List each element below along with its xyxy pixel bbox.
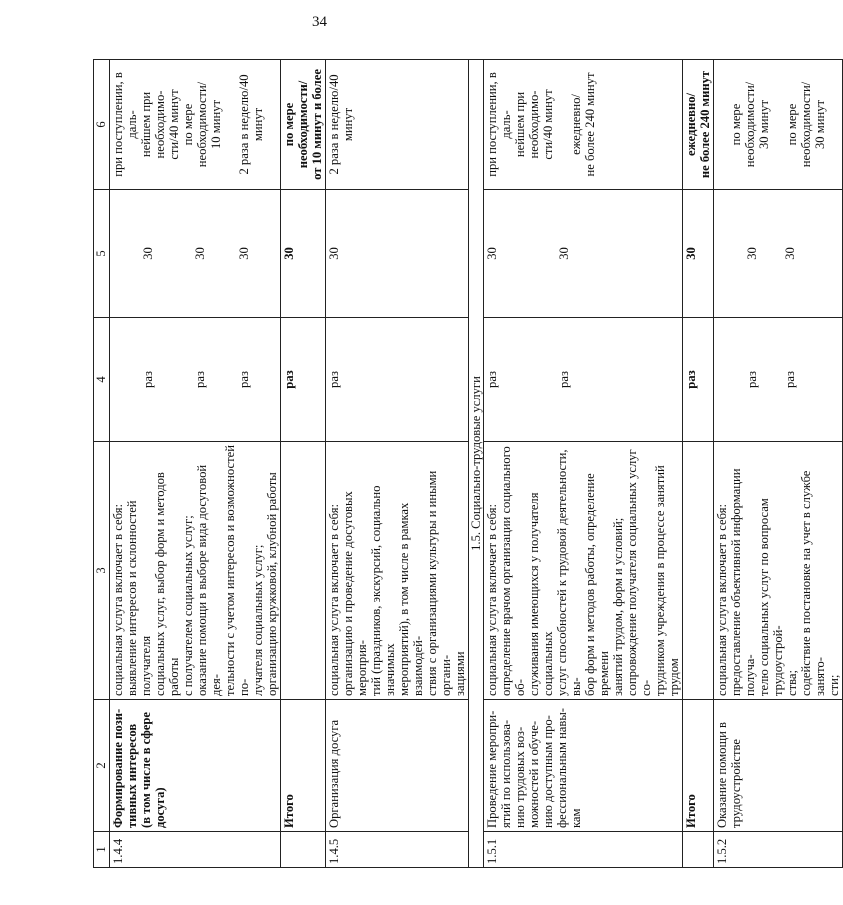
header-row [94, 60, 110, 868]
services-table [93, 59, 843, 868]
row-number: 1.5.2 [714, 832, 843, 868]
table-row [484, 60, 683, 868]
period-cell: при поступлении, в даль- нейшем при необходимо- сти/40 минут по мере необходимости/ 10 минут 2 раза в неделю/40 минут [110, 60, 281, 190]
service-content: социальная услуга включает в себя: предоставление объективной информации получа- телю социальных услуг по вопросам трудоустрой- ства; содействие в постановке на учет в службе занято- сти; [714, 442, 843, 700]
time-cell: 30 30 [714, 190, 843, 318]
total-row [683, 60, 714, 868]
time-cell: 30 30 30 [110, 190, 281, 318]
header-cell: 3 [94, 442, 110, 700]
table-row [714, 60, 843, 868]
unit-cell: раз раз [484, 318, 683, 442]
unit-cell: раз [281, 318, 326, 442]
unit-cell: раз раз раз [110, 318, 281, 442]
service-content: социальная услуга включает в себя: определение врачом организации социального об- служивания имеющихся у получателя социальных услуг способностей к трудовой деятельности, вы- бор форм и методов работы, определение времени занятий трудом, форм и условий; сопровождение получателя социальных услуг со- трудником учреждения в процессе занятий трудом [484, 442, 683, 700]
total-row [281, 60, 326, 868]
section-title: 1.5. Социально-трудовые услуги [469, 60, 484, 868]
service-name: Оказание помощи в трудоустройстве [714, 700, 843, 832]
header-cell: 6 [94, 60, 110, 190]
service-name: Формирование пози- тивных интересов (в том числе в сфере досуга) [110, 700, 281, 832]
header-cell: 4 [94, 318, 110, 442]
service-content: социальная услуга включает в себя: выявление интересов и склонностей получателя социальных услуг, выбор форм и методов работы с получателем социальных услуг; оказание помощи в выборе вида досуговой дея- тельности с учетом интересов и возможностей по- лучателя социальных услуг; организацию кружковой, клубной работы [110, 442, 281, 700]
total-label: Итого [281, 700, 326, 832]
period-cell: при поступлении, в даль- нейшем при необходимо- сти/40 минут ежедневно/ не более 240 минут [484, 60, 683, 190]
time-cell: 30 30 [484, 190, 683, 318]
row-number: 1.4.5 [326, 832, 469, 868]
row-number: 1.4.4 [110, 832, 281, 868]
rotated-table-wrapper [93, 60, 841, 868]
table-row [110, 60, 281, 868]
header-cell: 5 [94, 190, 110, 318]
service-name: Организация досуга [326, 700, 469, 832]
total-label: Итого [683, 700, 714, 832]
header-cell: 1 [94, 832, 110, 868]
period-cell: ежедневно/ не более 240 минут [683, 60, 714, 190]
page-number: 34 [312, 14, 327, 30]
period-cell: по мере необходимости/ от 10 минут и более [281, 60, 326, 190]
unit-cell: раз [326, 318, 469, 442]
time-cell: 30 [326, 190, 469, 318]
row-number: 1.5.1 [484, 832, 683, 868]
service-name: Проведение меропри- ятий по использова- нию трудовых воз- можностей и обуче- нию доступным про- фессиональным навы- кам [484, 700, 683, 832]
period-cell: 2 раза в неделю/40 минут [326, 60, 469, 190]
period-cell: по мере необходимости/ 30 минут по мере необходимости/ 30 минут [714, 60, 843, 190]
header-cell: 2 [94, 700, 110, 832]
table-row [326, 60, 469, 868]
section-row [469, 60, 484, 868]
unit-cell: раз [683, 318, 714, 442]
unit-cell: раз раз [714, 318, 843, 442]
time-cell: 30 [683, 190, 714, 318]
time-cell: 30 [281, 190, 326, 318]
service-content: социальная услуга включает в себя: организацию и проведение досуговых мероприя- тий (праздников, экскурсий, социально значимых мероприятий), в том числе в рамках взаимодей- ствия с организациями культуры и иными органи- зациями [326, 442, 469, 700]
